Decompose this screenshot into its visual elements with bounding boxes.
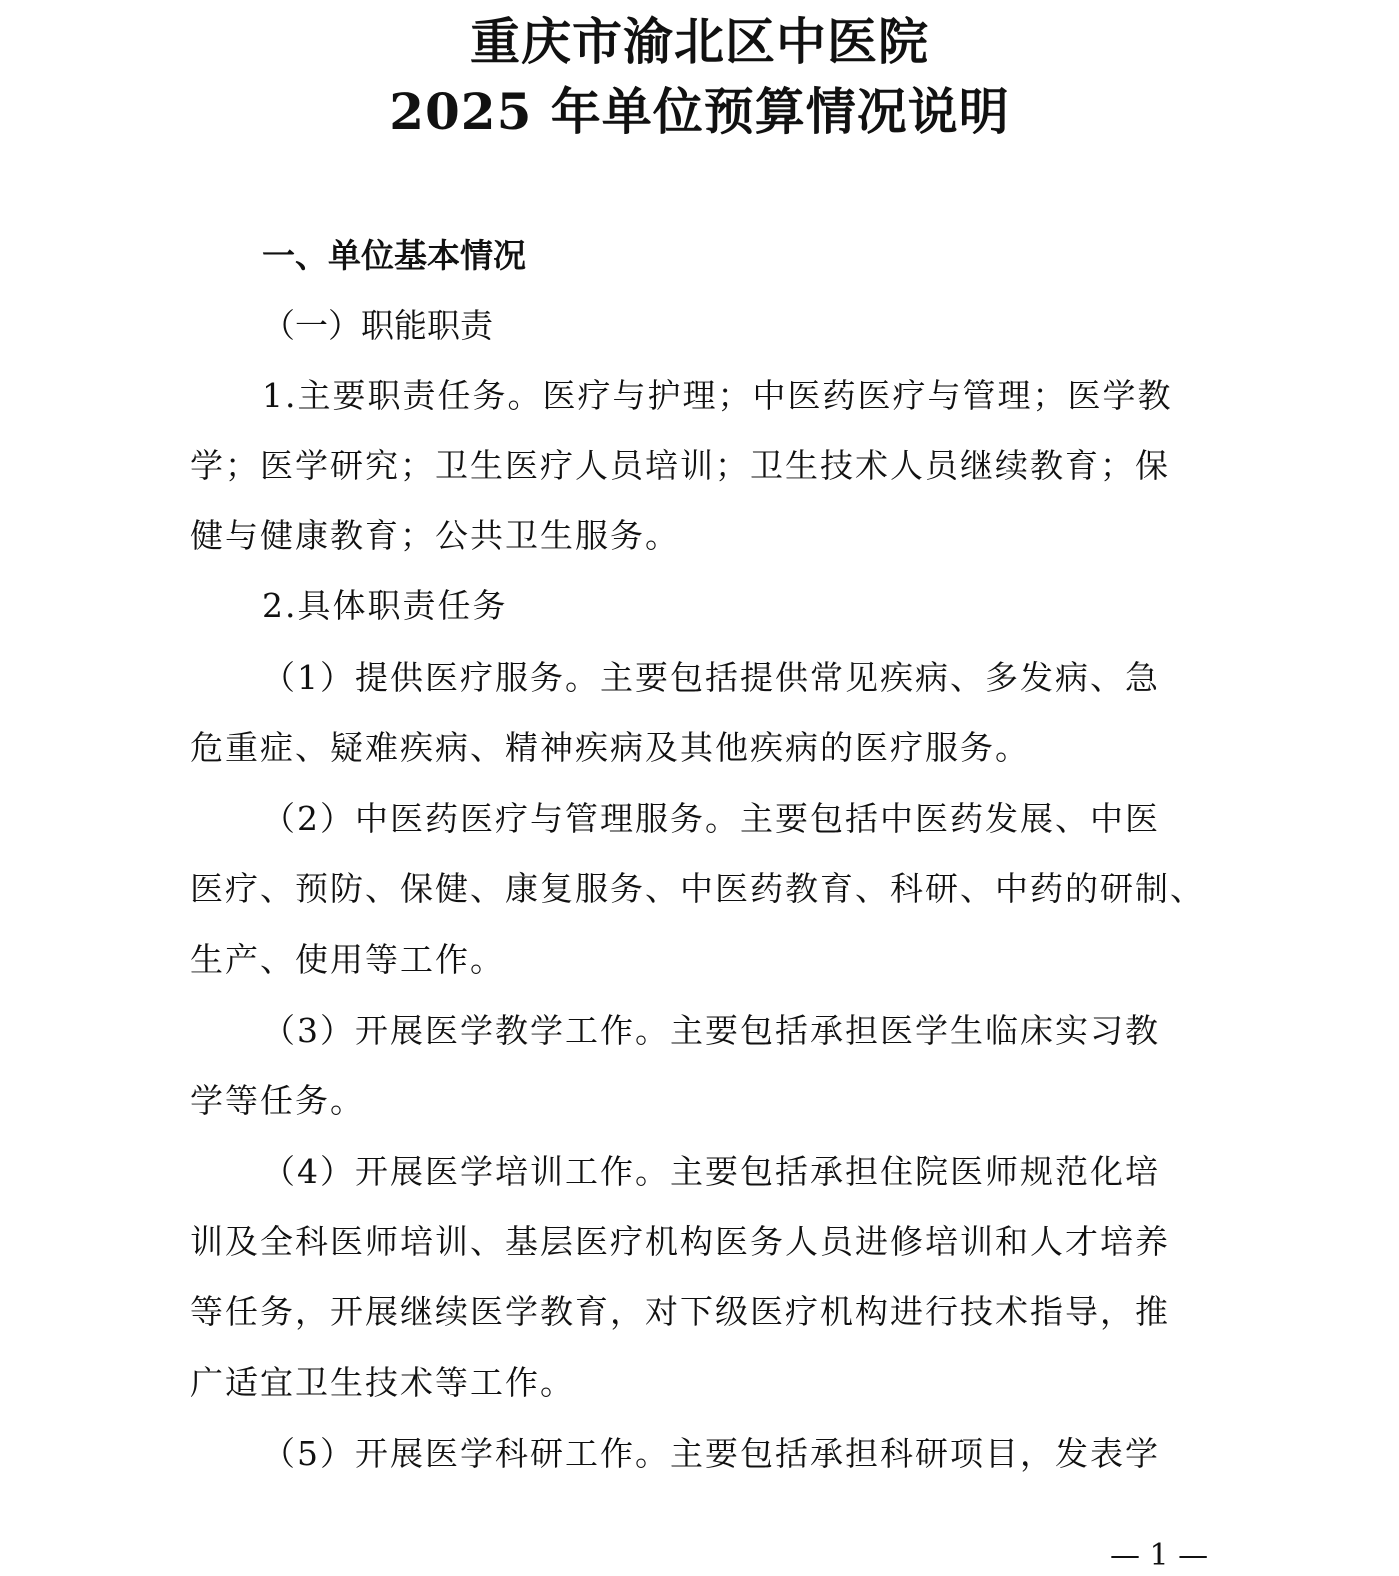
paragraph-line: 广适宜卫生技术等工作。 bbox=[190, 1363, 575, 1402]
page-number: — 1 — bbox=[1110, 1538, 1209, 1573]
paragraph-line: 医疗、预防、保健、康复服务、中医药教育、科研、中药的研制、 bbox=[190, 869, 1205, 908]
paragraph-line: 学等任务。 bbox=[190, 1081, 365, 1120]
paragraph-line: 2.具体职责任务 bbox=[262, 586, 508, 625]
subsection-heading-functions: （一）职能职责 bbox=[262, 306, 493, 345]
paragraph-line: （2）中医药医疗与管理服务。主要包括中医药发展、中医 bbox=[262, 799, 1160, 838]
paragraph-line: （4）开展医学培训工作。主要包括承担住院医师规范化培 bbox=[262, 1152, 1160, 1191]
paragraph-line: 1.主要职责任务。医疗与护理；中医药医疗与管理；医学教 bbox=[262, 376, 1173, 415]
paragraph-line: （1）提供医疗服务。主要包括提供常见疾病、多发病、急 bbox=[262, 658, 1160, 697]
document-title-line-1: 重庆市渝北区中医院 bbox=[470, 12, 929, 71]
paragraph-line: （3）开展医学教学工作。主要包括承担医学生临床实习教 bbox=[262, 1011, 1160, 1050]
paragraph-line: （5）开展医学科研工作。主要包括承担科研项目，发表学 bbox=[262, 1434, 1160, 1473]
paragraph-line: 危重症、疑难疾病、精神疾病及其他疾病的医疗服务。 bbox=[190, 728, 1030, 767]
paragraph-line: 等任务，开展继续医学教育，对下级医疗机构进行技术指导，推 bbox=[190, 1292, 1170, 1331]
paragraph-line: 生产、使用等工作。 bbox=[190, 940, 505, 979]
paragraph-line: 训及全科医师培训、基层医疗机构医务人员进修培训和人才培养 bbox=[190, 1222, 1170, 1261]
paragraph-line: 健与健康教育；公共卫生服务。 bbox=[190, 516, 680, 555]
section-heading-basic-info: 一、单位基本情况 bbox=[262, 236, 526, 275]
paragraph-line: 学；医学研究；卫生医疗人员培训；卫生技术人员继续教育；保 bbox=[190, 446, 1170, 485]
document-title-line-2: 2025 年单位预算情况说明 bbox=[389, 82, 1010, 141]
